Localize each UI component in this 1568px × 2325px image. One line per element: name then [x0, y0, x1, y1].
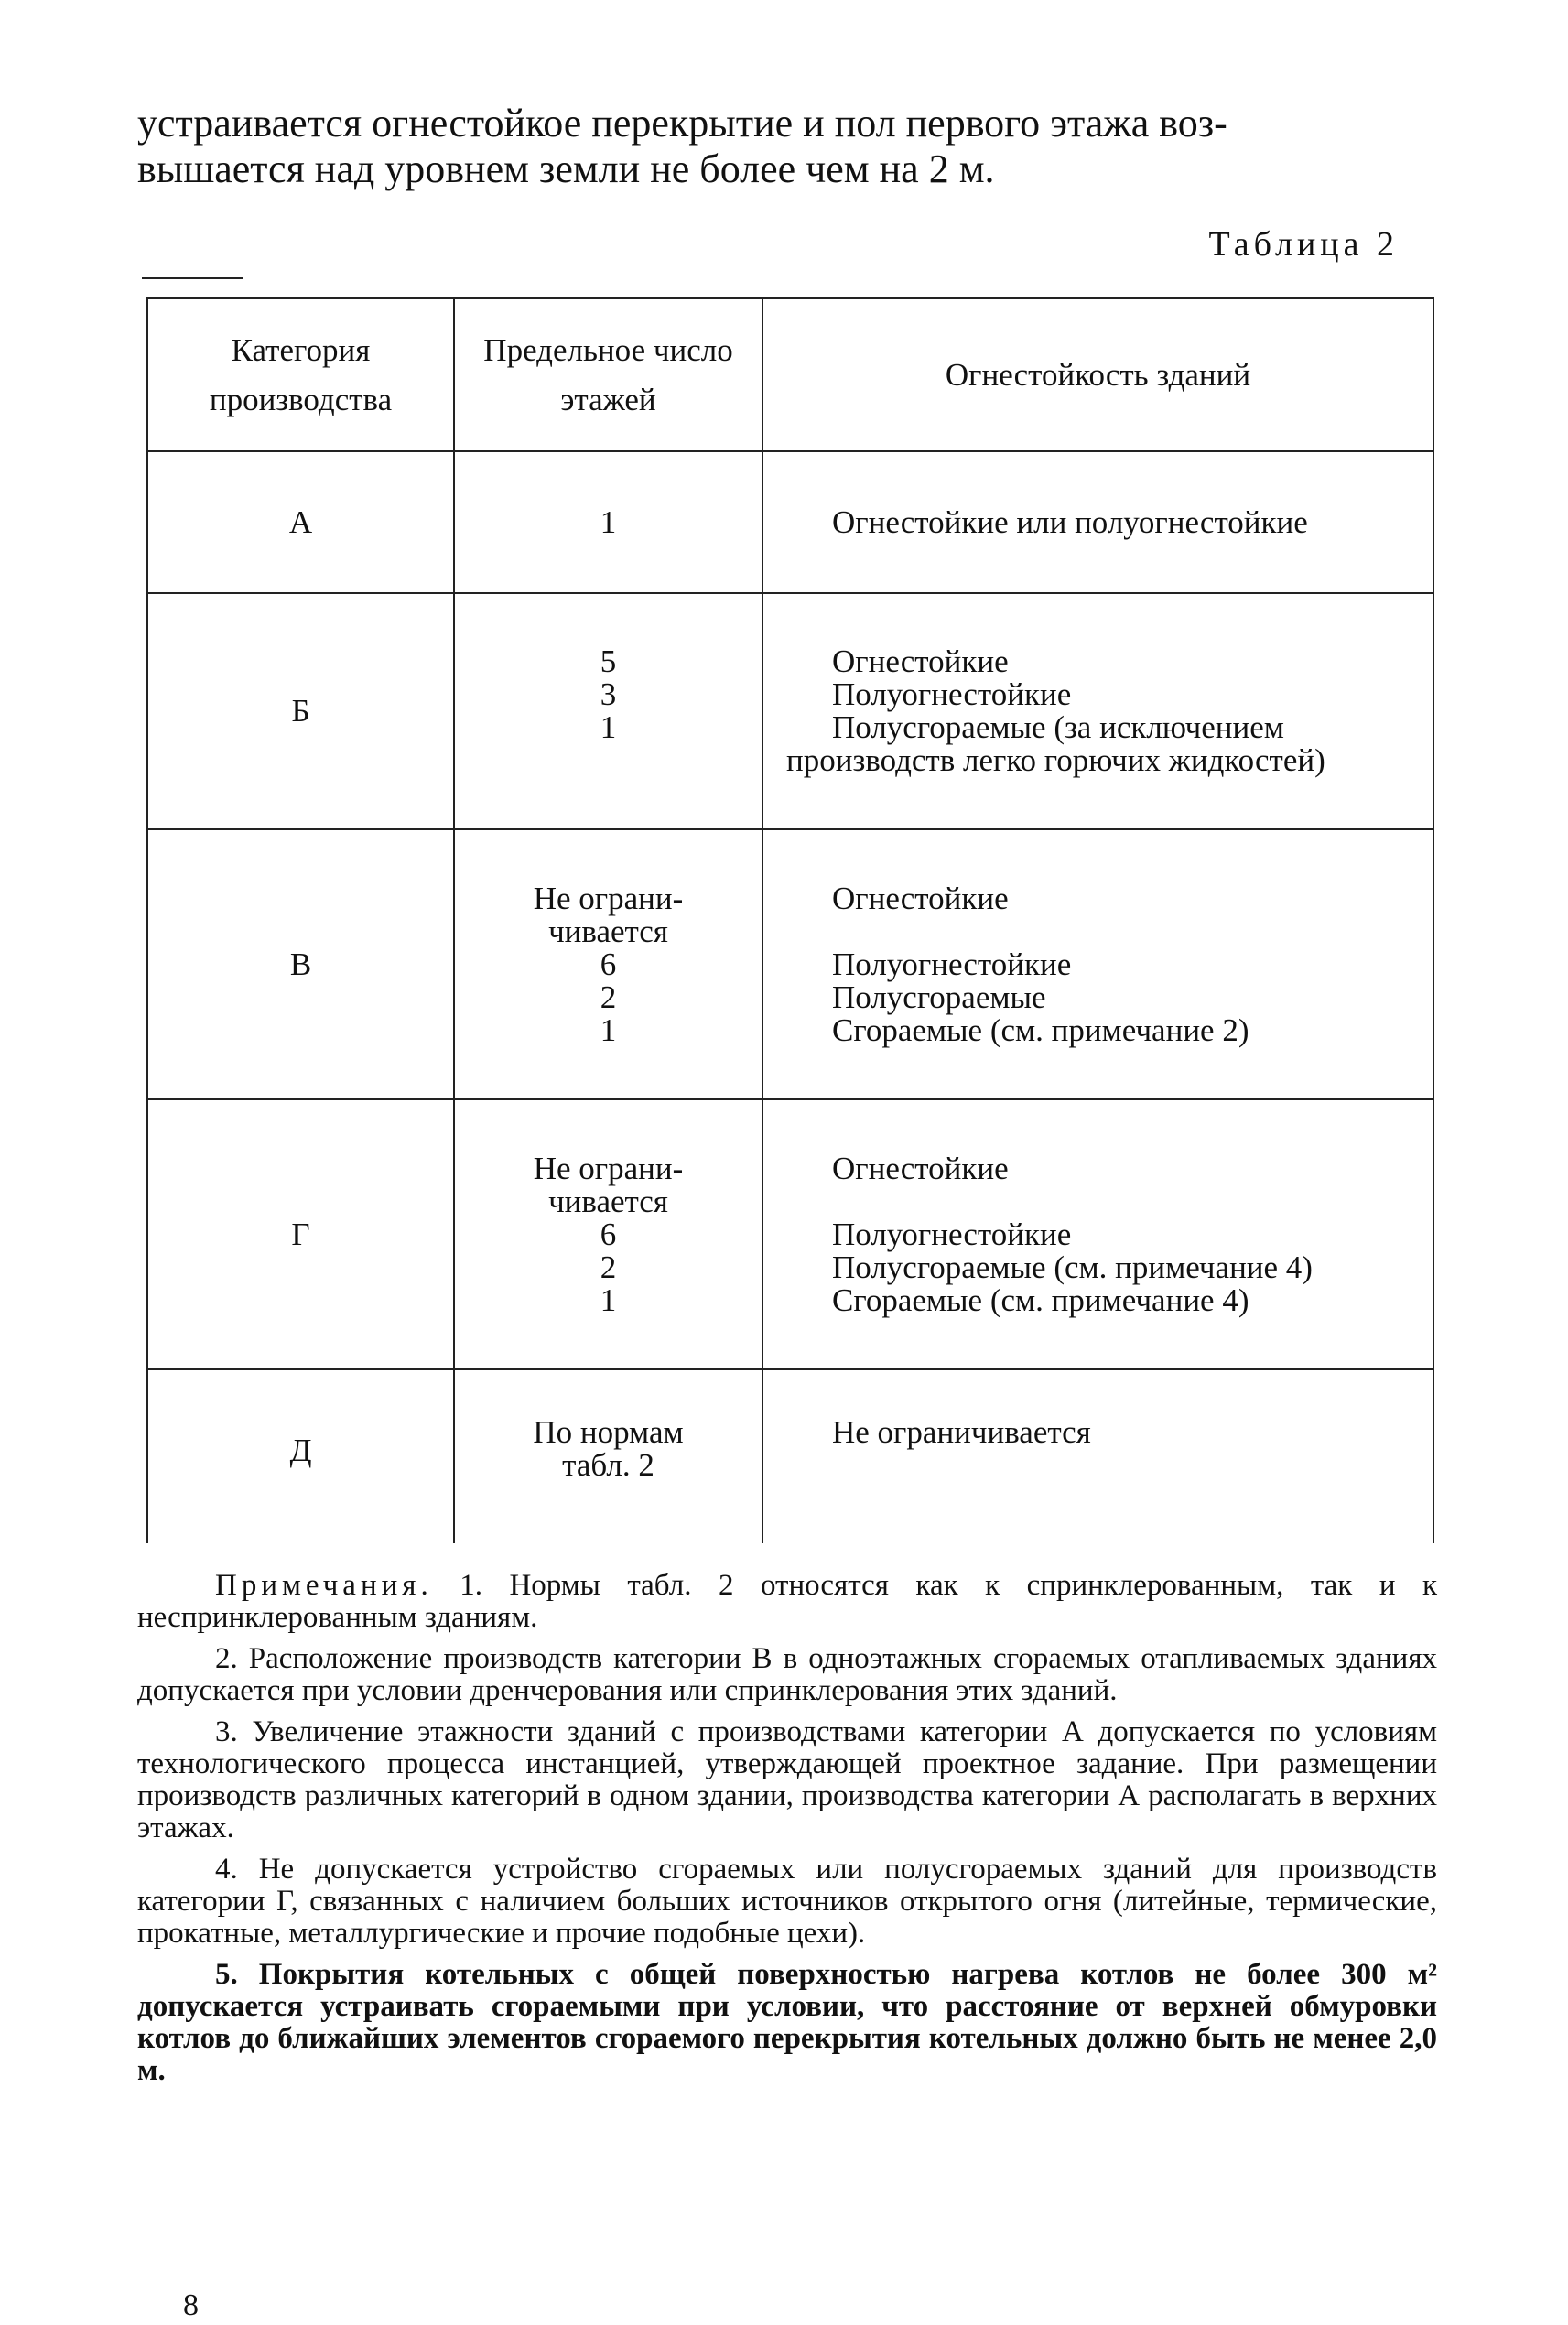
fire-value: Огнестойкие [832, 1150, 1009, 1186]
intro-line-1: устраивается огнестойкое перекрытие и пол первого этажа воз- [137, 101, 1227, 146]
table-title: Таблица 2 [1208, 225, 1399, 264]
note-4: 4. Не допускается устройство сгораемых или полусгораемых зданий для производств категории Г, связанных с наличием больших источников открытого огня (литейные, термические, прокатные, металлургические и прочие подобные цехи). [137, 1853, 1437, 1950]
notes-heading: Примечания. [215, 1569, 433, 1602]
intro-paragraph [137, 101, 1437, 192]
floors-cell [454, 1369, 762, 1543]
fire-value: Сгораемые (см. примечание 2) [832, 1011, 1249, 1048]
floors-value: табл. 2 [562, 1447, 654, 1483]
table-row [147, 451, 1433, 593]
note-2: 2. Расположение производств категории В в одноэтажных сгораемых отапливаемых зданиях допускается при условии дренчерования или спринклерования этих зданий. [137, 1642, 1437, 1707]
floors-cell [454, 593, 762, 829]
category-cell: Д [147, 1369, 454, 1543]
floors-cell [454, 451, 762, 593]
floors-value: 6 [600, 946, 617, 982]
floors-value: 6 [600, 1216, 617, 1252]
fire-value: Полусгораемые (см. примечание 4) [832, 1249, 1313, 1285]
fire-cell [762, 1099, 1433, 1369]
fire-value: Не ограничивается [832, 1414, 1091, 1450]
fire-cell [762, 829, 1433, 1099]
fire-value: производств легко горючих жидкостей) [786, 742, 1325, 778]
floors-value: 2 [600, 979, 617, 1015]
note-3: 3. Увеличение этажности зданий с производствами категории А допускается по условиям технологического процесса инстанцией, утверждающей проектное задание. При размещении производств различных категорий в одном здании, производства категории А располагать в верхних этажах. [137, 1715, 1437, 1844]
fire-value: Полуогнестойкие [832, 1216, 1072, 1252]
floors-value: По нормам [533, 1414, 684, 1450]
fire-resistance-table [146, 297, 1433, 1543]
divider [142, 277, 243, 279]
note-1-text: 1. Нормы табл. 2 относятся как к спринклерованным, так и к неспринклерованным зданиям. [137, 1569, 1438, 1634]
fire-cell [762, 1369, 1433, 1543]
category-cell: А [147, 451, 454, 593]
floors-value: 3 [600, 676, 617, 712]
floors-value: 2 [600, 1249, 617, 1285]
table-row [147, 1099, 1433, 1369]
fire-value: Полусгораемые (за исключением [832, 709, 1284, 745]
table-row [147, 829, 1433, 1099]
category-cell: Г [147, 1099, 454, 1369]
floors-value: 1 [600, 709, 617, 745]
notes-section [137, 1570, 1437, 2096]
fire-cell [762, 451, 1433, 593]
floors-cell [454, 829, 762, 1099]
header-category: Категория производства [147, 298, 454, 451]
intro-line-2: вышается над уровнем земли не более чем на 2 м. [137, 146, 995, 191]
floors-value: Не ограни- [533, 880, 684, 916]
category-cell: Б [147, 593, 454, 829]
floors-value: чивается [548, 913, 668, 949]
category-cell: В [147, 829, 454, 1099]
floors-value: 1 [600, 1281, 617, 1318]
fire-value: Огнестойкие или полуогнестойкие [832, 503, 1308, 540]
fire-value: Огнестойкие [832, 643, 1009, 679]
note-5: 5. Покрытия котельных с общей поверхностью нагрева котлов не более 300 м² допускается устраивать сгораемыми при условии, что расстояние от верхней обмуровки котлов до ближайших элементов сгораемого перекрытия котельных должно быть не менее 2,0 м. [137, 1958, 1437, 2087]
fire-value: Полуогнестойкие [832, 946, 1072, 982]
fire-value: Полусгораемые [832, 979, 1046, 1015]
floors-value: 5 [600, 643, 617, 679]
header-floors: Предельное число этажей [454, 298, 762, 451]
fire-value: Огнестойкие [832, 880, 1009, 916]
note-1 [137, 1570, 1437, 1634]
floors-cell [454, 1099, 762, 1369]
fire-cell [762, 593, 1433, 829]
floors-value: Не ограни- [533, 1150, 684, 1186]
floors-value: 1 [600, 503, 617, 540]
floors-value: 1 [600, 1011, 617, 1048]
page-number: 8 [183, 2288, 199, 2322]
header-fire-resistance: Огнестойкость зданий [762, 298, 1433, 451]
table-row [147, 1369, 1433, 1543]
fire-value: Сгораемые (см. примечание 4) [832, 1281, 1249, 1318]
fire-value: Полуогнестойкие [832, 676, 1072, 712]
table-row [147, 593, 1433, 829]
floors-value: чивается [548, 1183, 668, 1219]
